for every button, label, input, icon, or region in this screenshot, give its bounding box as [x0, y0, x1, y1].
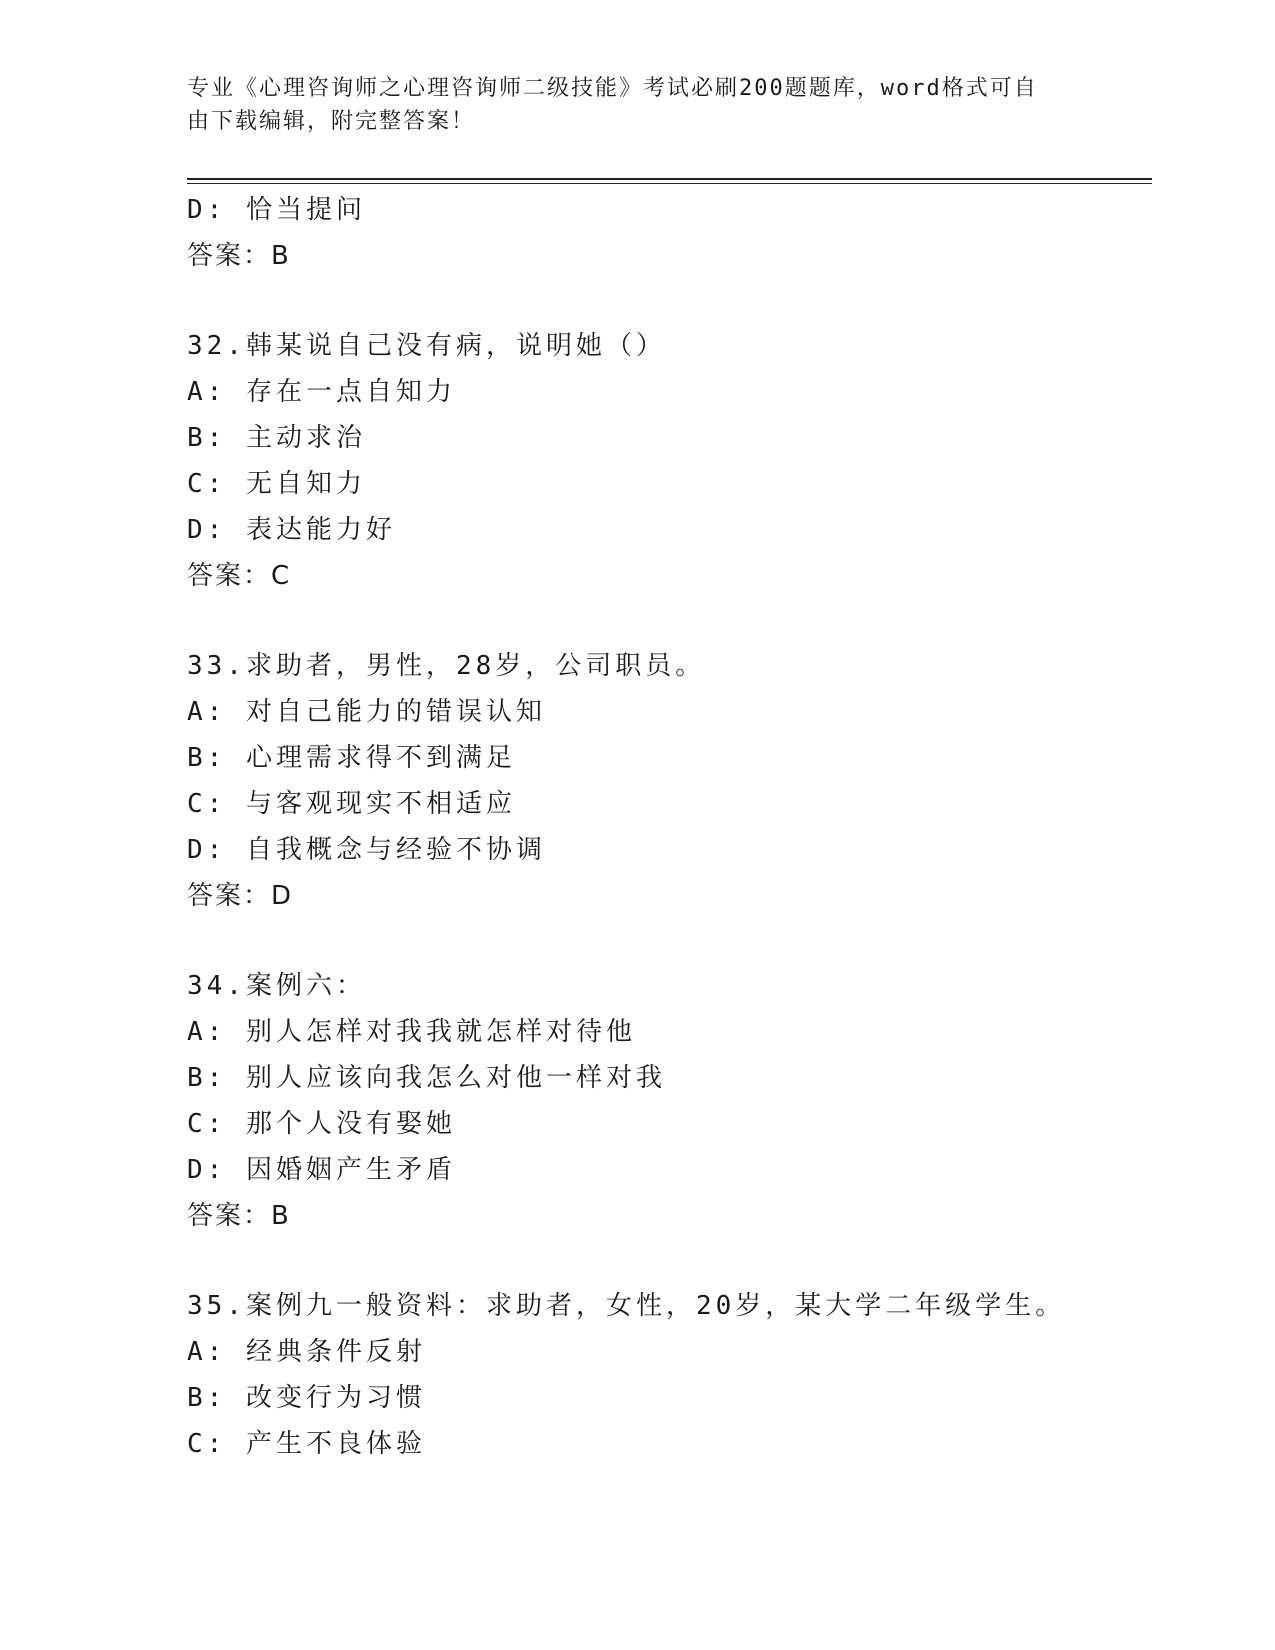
option-d: D: 表达能力好	[187, 515, 396, 545]
option-b: B: 心理需求得不到满足	[187, 743, 516, 773]
option-d: D: 恰当提问	[187, 195, 366, 225]
option-a: A: 对自己能力的错误认知	[187, 697, 546, 727]
question-32	[187, 323, 1152, 599]
option-b: B: 别人应该向我怎么对他一样对我	[187, 1063, 666, 1093]
option-c: C: 无自知力	[187, 469, 366, 499]
question-34	[187, 963, 1152, 1239]
question-stem: 34.案例六：	[187, 971, 366, 1001]
option-c: C: 产生不良体验	[187, 1429, 426, 1459]
answer-line: 答案：B	[187, 241, 291, 271]
answer-line: 答案：D	[187, 881, 294, 911]
option-a: A: 存在一点自知力	[187, 377, 456, 407]
header-divider-thick	[187, 178, 1152, 180]
question-stem: 35.案例九一般资料：求助者，女性，20岁，某大学二年级学生。	[187, 1291, 1066, 1321]
document-body	[187, 187, 1152, 1467]
document-header	[187, 72, 1067, 138]
spacer	[187, 919, 1152, 963]
question-stem: 32.韩某说自己没有病，说明她（）	[187, 331, 666, 361]
option-c: C: 那个人没有娶她	[187, 1109, 456, 1139]
option-b: B: 主动求治	[187, 423, 366, 453]
option-a: A: 经典条件反射	[187, 1337, 426, 1367]
option-b: B: 改变行为习惯	[187, 1383, 426, 1413]
spacer	[187, 279, 1152, 323]
header-line-1: 专业《心理咨询师之心理咨询师二级技能》考试必刷200题题库，word格式可自	[187, 76, 1038, 101]
header-line-2: 由下载编辑，附完整答案！	[187, 109, 476, 134]
option-d: D: 自我概念与经验不协调	[187, 835, 546, 865]
question-35	[187, 1283, 1152, 1467]
option-a: A: 别人怎样对我我就怎样对待他	[187, 1017, 636, 1047]
option-d: D: 因婚姻产生矛盾	[187, 1155, 456, 1185]
answer-line: 答案：B	[187, 1201, 291, 1231]
question-33	[187, 643, 1152, 919]
header-divider-thin	[187, 183, 1152, 184]
spacer	[187, 599, 1152, 643]
spacer	[187, 1239, 1152, 1283]
question-stem: 33.求助者，男性，28岁，公司职员。	[187, 651, 706, 681]
answer-line: 答案：C	[187, 561, 292, 591]
option-c: C: 与客观现实不相适应	[187, 789, 516, 819]
